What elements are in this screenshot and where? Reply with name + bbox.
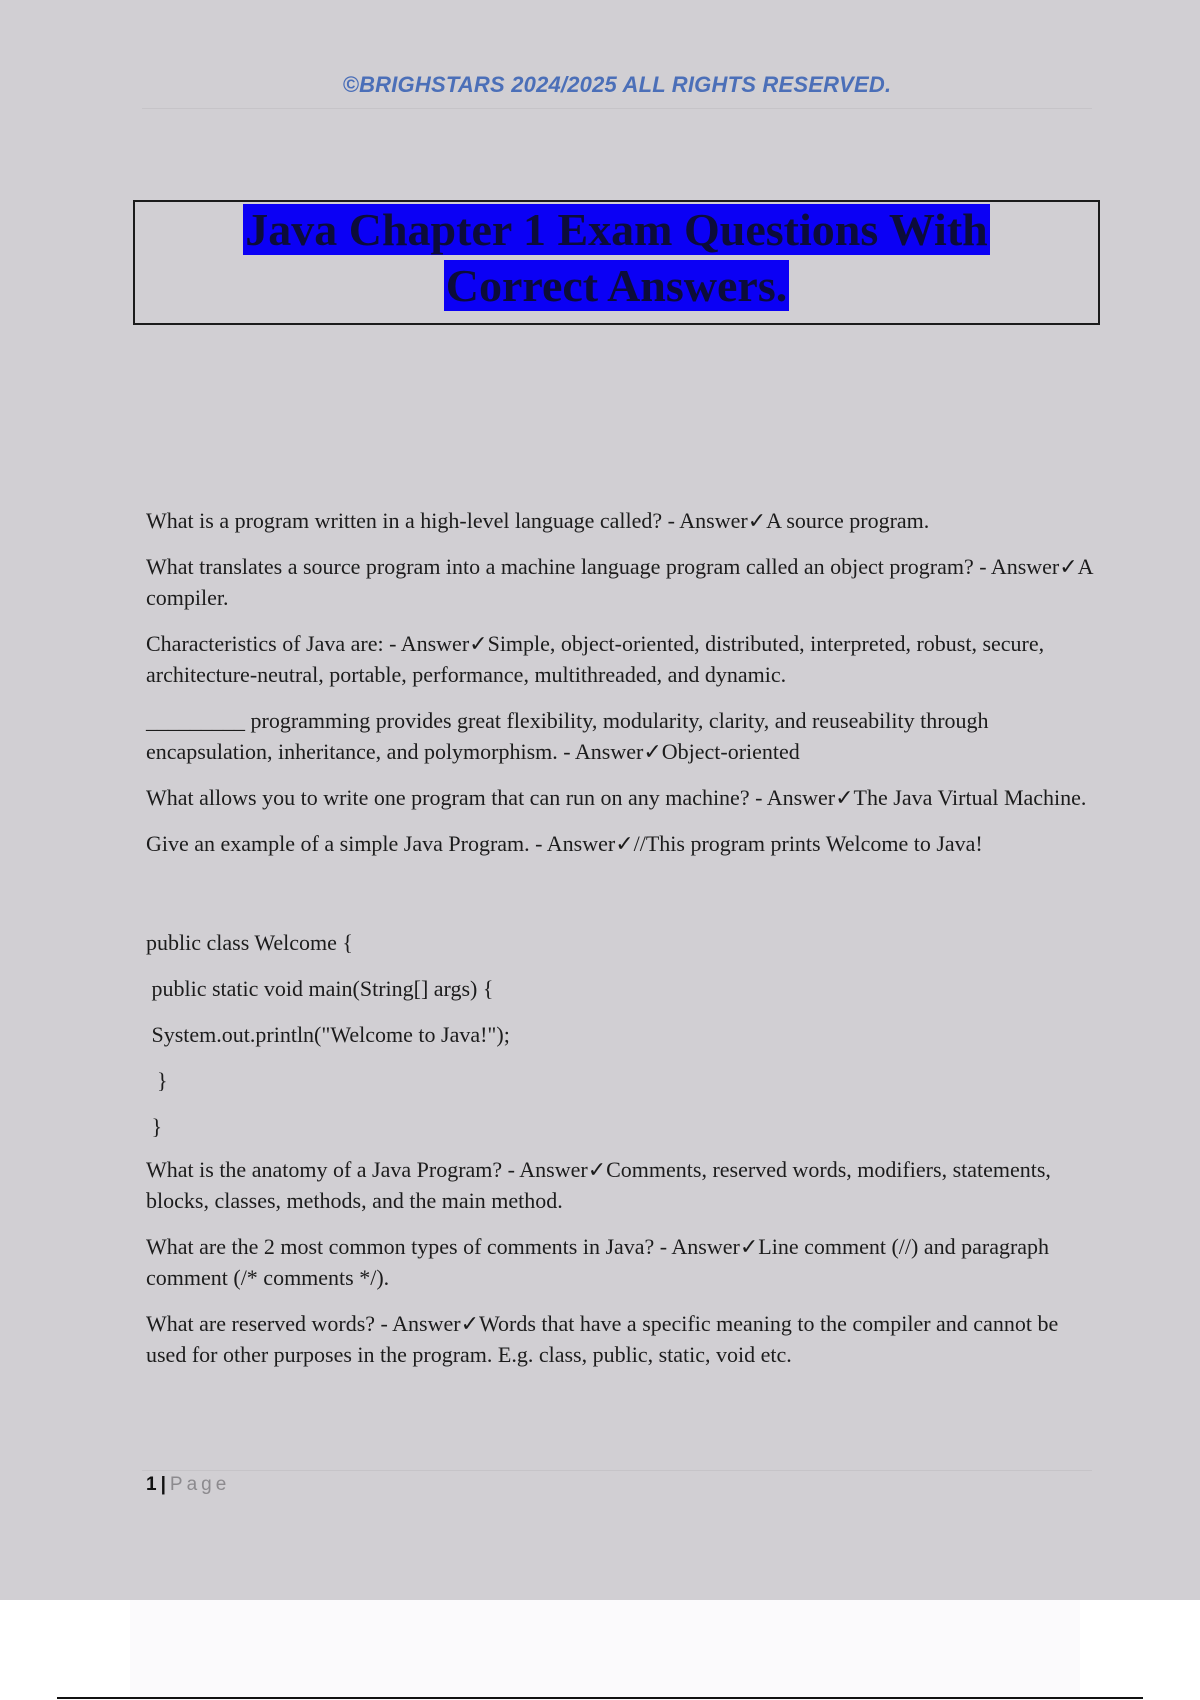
title-line-1 bbox=[135, 202, 1098, 258]
page-footer bbox=[146, 1474, 230, 1496]
qa-item-1: What is a program written in a high-level language called? - Answer✓A source program. bbox=[146, 508, 930, 533]
qa-item-2: What translates a source program into a machine language program called an object program? - Answer✓A compiler. bbox=[146, 554, 1093, 610]
title-box bbox=[133, 200, 1100, 325]
footer-separator: | bbox=[160, 1474, 166, 1495]
title-text-line-2[interactable]: Correct Answers. bbox=[445, 260, 788, 311]
page-number: 1 bbox=[146, 1474, 157, 1495]
qa-item-4: _________ programming provides great flexibility, modularity, clarity, and reuseability through encapsulation, inheritance, and polymorphism. - Answer✓Object-oriented bbox=[146, 708, 989, 764]
header-divider bbox=[142, 108, 1092, 109]
next-page-preview bbox=[130, 1600, 1080, 1700]
qa-item-6: Give an example of a simple Java Program. - Answer✓//This program prints Welcome to Java! bbox=[146, 831, 983, 856]
qa-item-5: What allows you to write one program that can run on any machine? - Answer✓The Java Virtual Machine. bbox=[146, 785, 1087, 810]
title-text-line-1[interactable]: Java Chapter 1 Exam Questions With bbox=[245, 204, 988, 255]
qa-item-8: What are the 2 most common types of comments in Java? - Answer✓Line comment (//) and paragraph comment (/* comments */). bbox=[146, 1234, 1050, 1290]
qa-item-3: Characteristics of Java are: - Answer✓Simple, object-oriented, distributed, interpreted, robust, secure, architecture-neutral, portable, performance, multithreaded, and dynamic. bbox=[146, 631, 1045, 687]
bottom-divider bbox=[57, 1697, 1143, 1699]
copyright-header: ©BRIGHSTARS 2024/2025 ALL RIGHTS RESERVED. bbox=[342, 72, 892, 97]
qa-content bbox=[146, 505, 1096, 1385]
code-sample bbox=[146, 920, 1096, 1150]
qa-item-9: What are reserved words? - Answer✓Words that have a specific meaning to the compiler and cannot be used for other purposes in the program. E.g. class, public, static, void etc. bbox=[146, 1311, 1059, 1367]
code-line-4: } bbox=[146, 1068, 168, 1093]
page-label: Page bbox=[169, 1474, 231, 1495]
code-line-3: System.out.println("Welcome to Java!"); bbox=[146, 1022, 510, 1047]
code-line-5: } bbox=[146, 1114, 163, 1139]
blank-spacer bbox=[146, 874, 1096, 920]
title-line-2 bbox=[135, 258, 1098, 314]
code-line-1: public class Welcome { bbox=[146, 930, 353, 955]
qa-item-7: What is the anatomy of a Java Program? - Answer✓Comments, reserved words, modifiers, statements, blocks, classes, methods, and the main method. bbox=[146, 1157, 1051, 1213]
code-line-2: public static void main(String[] args) { bbox=[146, 976, 494, 1001]
footer-divider bbox=[142, 1470, 1092, 1471]
